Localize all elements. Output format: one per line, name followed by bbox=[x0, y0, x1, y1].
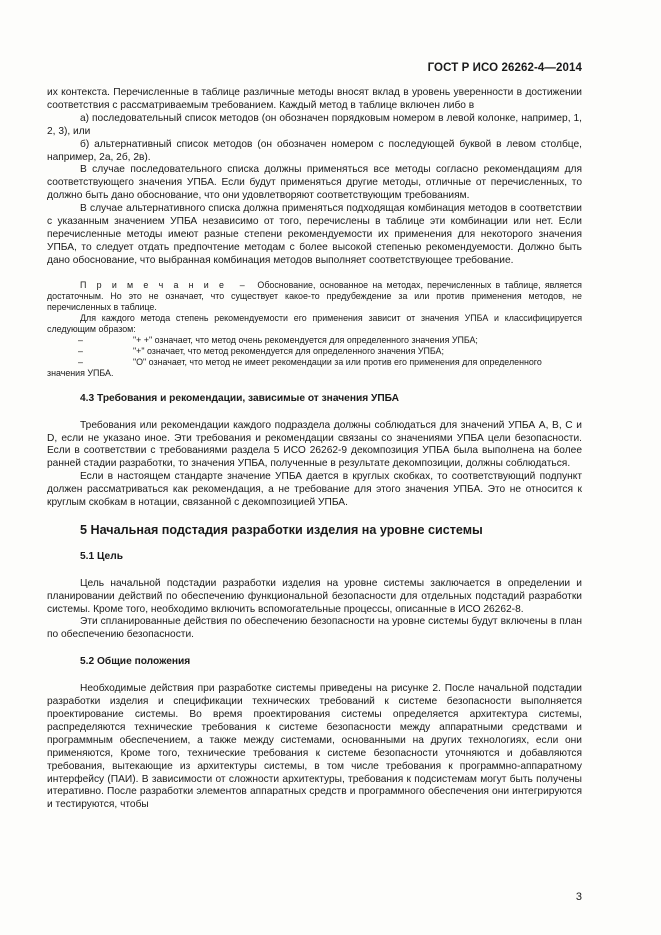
paragraph: Необходимые действия при разработке системы приведены на рисунке 2. После начальной подстадии разработки изделия и спецификации технических требований к системе безопасности выполняется проектирование системы. Во время проектирования системы определяется архитектура системы, распределяются технические требования к системе безопасности между аппаратными средствами и программным обеспечением, а также между системами, основанными на других технологиях, если они применяются, Кроме того, технические требования к системе безопасности уточняются и добавляются требования, вытекающие из архитектуры системы, в том числе требования к программно-аппаратному интерфейсу (ПАИ). В зависимости от сложности архитектуры, требования к подсистемам могут быть получены итеративно. После разработки элементов аппаратных средств и программного обеспечения они интегрируются и тестируются, чтобы bbox=[47, 683, 582, 811]
paragraph: их контекста. Перечисленные в таблице различные методы вносят вклад в уровень уверенности в достижении соответствия с рассматриваемым требованием. Каждый метод в таблице включен либо в bbox=[47, 87, 582, 111]
note-intro: Для каждого метода степень рекомендуемости его применения зависит от значения УПБА и классифицируется следующим образом: bbox=[47, 312, 582, 334]
note bbox=[47, 280, 582, 313]
page-number: 3 bbox=[575, 891, 582, 903]
note-list-item: – "О" означает, что метод не имеет рекомендации за или против его применения для определенного значения УПБА. bbox=[47, 356, 542, 378]
list-item-a: а) последовательный список методов (он обозначен порядковым номером в левой колонке, например, 1, 2, 3), или bbox=[47, 112, 582, 137]
section-5-1-heading: 5.1 Цель bbox=[80, 550, 123, 562]
paragraph: Требования или рекомендации каждого подраздела должны соблюдаться для значений УПБА А, В, С и D, если не указано иное. Эти требования и рекомендации связаны со значениями УПБА цели безопасности. Если в соответствии с требованиями раздела 5 ИСО 26262-9 декомпозиция УПБА была выполнена на более ранней стадии разработки, то значения УПБА, полученные в результате декомпозиции, должны соблюдаться. bbox=[47, 419, 582, 470]
note-list-item: – "+" означает, что метод рекомендуется для определенного значения УПБА; bbox=[78, 345, 444, 356]
paragraph: Цель начальной подстадии разработки изделия на уровне системы заключается в определении и планировании действий по обеспечению функциональной безопасности для отдельных подстадий разработки системы. Кроме того, необходимо включить вспомогательные процессы, описанные в ИСО 26262-8. bbox=[47, 577, 582, 615]
paragraph: Эти спланированные действия по обеспечению безопасности на уровне системы будут включены в план по обеспечению безопасности. bbox=[47, 616, 582, 641]
note-label: П р и м е ч а н и е bbox=[80, 279, 227, 290]
document-header: ГОСТ Р ИСО 26262-4—2014 bbox=[427, 62, 582, 74]
note-dash: – bbox=[239, 279, 245, 290]
paragraph: В случае альтернативного списка должна применяться подходящая комбинация методов в соответствии с указанным значением УПБА независимо от того, перечислены в таблице эти комбинации или нет. Если перечисленные методы имеют разные степени рекомендуемости их применения для некоторого значения УПБА, то следует отдать предпочтение методам с более высокой степенью рекомендуемости. Должно быть дано обоснование, что выбранная комбинация методов выполняет соответствующее требование. bbox=[47, 203, 582, 266]
note-list-item: – "+ +" означает, что метод очень рекомендуется для определенного значения УПБА; bbox=[78, 334, 478, 345]
paragraph: В случае последовательного списка должны применяться все методы согласно рекомендациям для соответствующего значения УПБА. Если будут применяться другие методы, отличные от перечисленных, то должно быть дано обоснование, что они удовлетворяют соответствующим требованиям. bbox=[47, 164, 582, 202]
section-4-3-heading: 4.3 Требования и рекомендации, зависимые от значения УПБА bbox=[80, 392, 399, 404]
paragraph: Если в настоящем стандарте значение УПБА дается в круглых скобках, то соответствующий подпункт должен рассматриваться как рекомендация, а не требование для этого значения УПБА. Это не относится к круглым скобкам в нотации, связанной с декомпозицией УПБА. bbox=[47, 471, 582, 509]
section-5-2-heading: 5.2 Общие положения bbox=[80, 656, 191, 668]
note-text: Обоснование, основанное на методах, перечисленных в таблице, является достаточным. Но это не означает, что существует какое-то предубеждение за или против применения методов, не перечисленных в таблице. bbox=[47, 279, 582, 312]
page-content bbox=[47, 87, 582, 812]
section-5-heading: 5 Начальная подстадия разработки изделия на уровне системы bbox=[80, 522, 483, 537]
list-item-b: б) альтернативный список методов (он обозначен номером с последующей буквой в левом столбце, например, 2а, 2б, 2в). bbox=[47, 138, 582, 163]
